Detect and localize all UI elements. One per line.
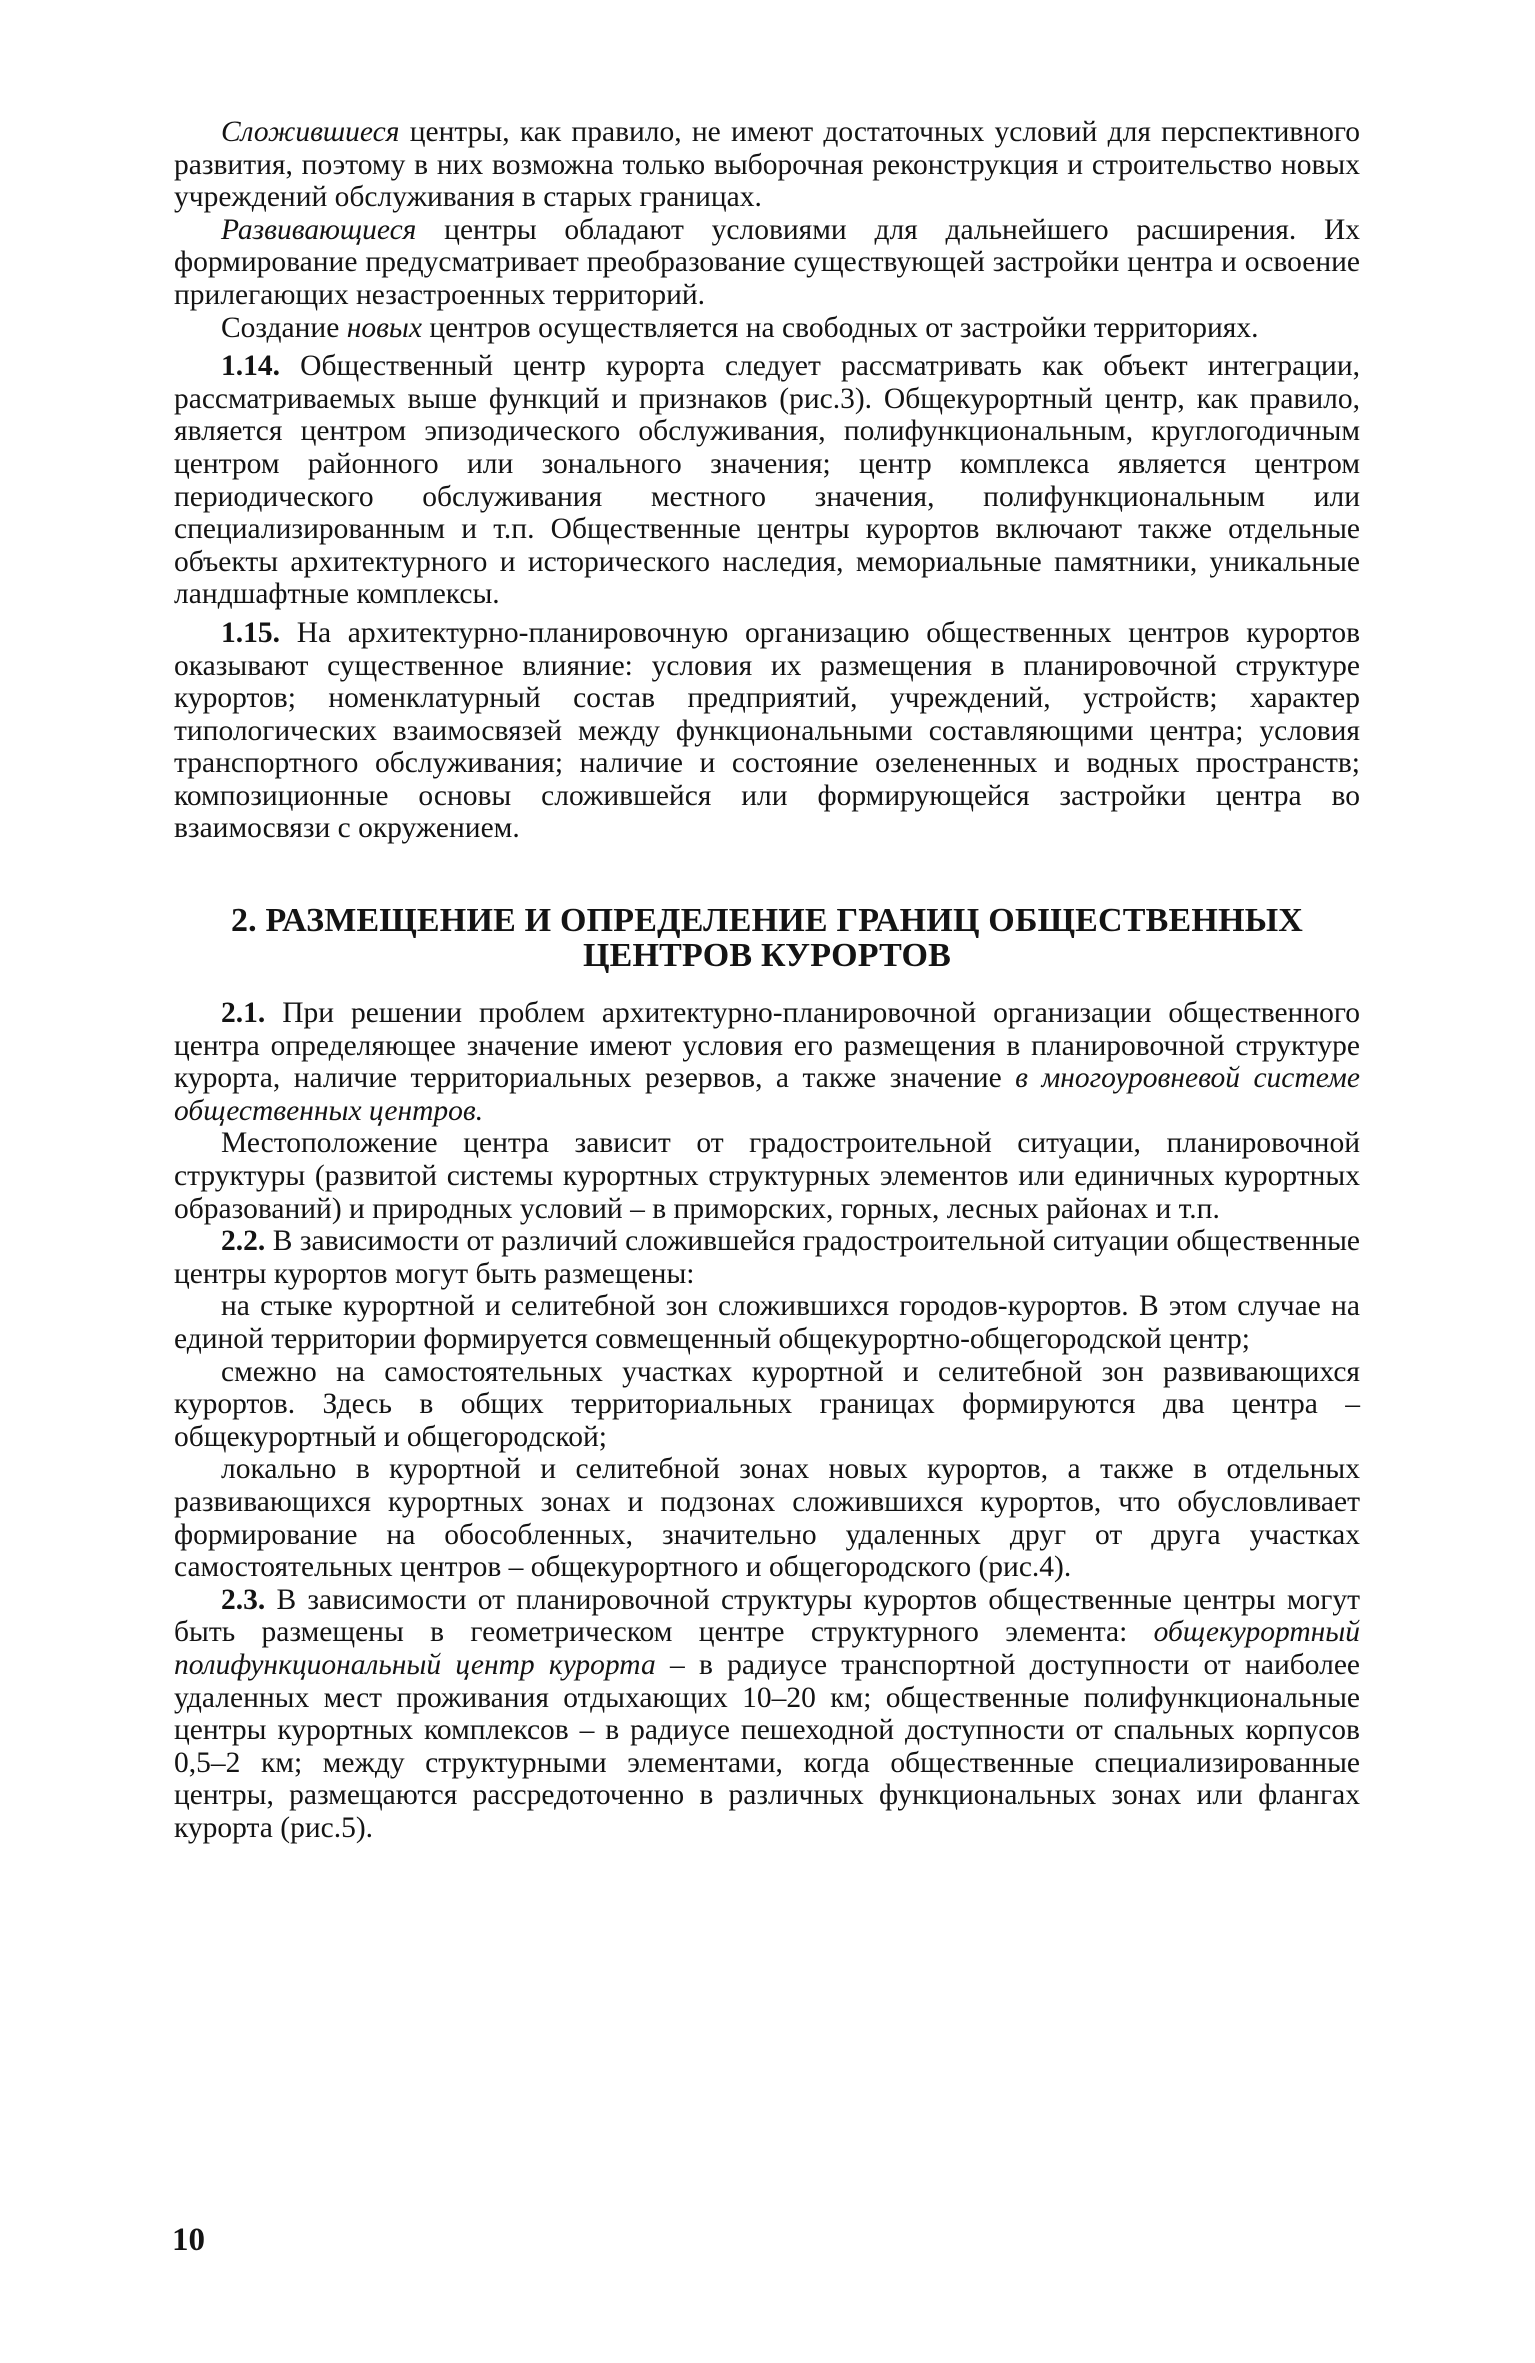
term-developing: Развивающиеся [221,213,417,246]
paragraph-text: Общественный центр курорта следует рассматривать как объект интеграции, рассматриваемых выше функций и признаков (рис.3). Общекурортный центр, как правило, является центром эпизодического обслуживания, полифункциональным, круглогодичным центром районного или зонального значения; центр комплекса является центром периодического обслуживания местного значения, полифункциональным или специализированным и т.п. Общественные центры курортов включают также отдельные объекты архитектурного и исторического наследия, мемориальные памятники, уникальные ландшафтные комплексы. [174,350,1360,611]
paragraph-2-2 [174,1225,1360,1290]
list-item: на стыке курортной и селитебной зон сложившихся городов-курортов. В этом случае на единой территории формируется совмещенный общекурортно-общегородской центр; [174,1290,1360,1355]
paragraph-text: В зависимости от планировочной структуры курортов общественные центры могут быть размещены в геометрическом центре структурного элемента: [174,1583,1360,1649]
paragraph-prefix: Создание [221,311,347,344]
paragraph-2-1 [174,997,1360,1127]
paragraph-text: На архитектурно-планировочную организацию общественных центров курортов оказывают существенное влияние: условия их размещения в планировочной структуре курортов; номенклатурный состав предприятий, учреждений, устройств; характер типологических взаимосвязей между функциональными составляющими центра; условия транспортного обслуживания; наличие и состояние озелененных и водных пространств; композиционные основы сложившейся или формирующейся застройки центра во взаимосвязи с окружением. [174,616,1360,845]
clause-number: 1.14. [221,350,280,383]
paragraph-established-centers [174,116,1360,214]
paragraph-italic: общекурортный полифункциональный центр курорта [174,1616,1360,1681]
section-heading-line-2: ЦЕНТРОВ КУРОРТОВ [582,937,952,975]
paragraph-2-3 [174,1584,1360,1845]
paragraph-italic: в многоуровневой системе общественных центров. [174,1062,1360,1127]
section-heading-line-1: 2. РАЗМЕЩЕНИЕ И ОПРЕДЕЛЕНИЕ ГРАНИЦ ОБЩЕСТВЕННЫХ [230,902,1304,940]
page-number: 10 [172,2222,205,2258]
list-item: смежно на самостоятельных участках курортной и селитебной зон развивающихся курортов. Здесь в общих территориальных границах формируются два центра – общекурортный и общегородской; [174,1355,1360,1453]
list-item: локально в курортной и селитебной зонах новых курортов, а также в отдельных развивающихся курортных зонах и подзонах сложившихся курортов, что обусловливает формирование на обособленных, значительно удаленных друг от друга участках самостоятельных центров – общекурортного и общегородского (рис.4). [174,1453,1360,1584]
paragraph-text: центров осуществляется на свободных от застройки территориях. [421,311,1259,344]
paragraph-1-15 [174,617,1360,845]
paragraph-text: При решении проблем архитектурно-планировочной организации общественного центра определяющее значение имеют условия его размещения в планировочной структуре курорта, наличие территориальных резервов, а также значение [174,997,1360,1095]
paragraph-text: – в радиусе транспортной доступности от наиболее удаленных мест проживания отдыхающих 10–20 км; общественные полифункциональные центры курортных комплексов – в радиусе пешеходной доступности от спальных корпусов 0,5–2 км; между структурными элементами, когда общественные специализированные центры, размещаются рассредоточенно в различных функциональных зонах или флангах курорта (рис.5). [174,1648,1361,1844]
paragraph-1-14 [174,350,1360,611]
clause-number: 2.2. [221,1225,266,1258]
paragraph-text: центры обладают условиями для дальнейшего расширения. Их формирование предусматривает преобразование существующей застройки центра и освоение прилегающих незастроенных территорий. [174,213,1360,311]
clause-number: 2.1. [221,997,266,1030]
section-heading [174,903,1360,973]
term-established: Сложившиеся [221,116,400,148]
term-new: новых [346,311,422,344]
paragraph-text: центры, как правило, не имеют достаточных условий для перспективного развития, поэтому в них возможна только выборочная реконструкция и строительство новых учреждений обслуживания в старых границах. [174,116,1360,214]
paragraph-text: В зависимости от различий сложившейся градостроительной ситуации общественные центры курортов могут быть размещены: [174,1225,1360,1290]
paragraph-location: Местоположение центра зависит от градостроительной ситуации, планировочной структуры (развитой системы курортных структурных элементов или единичных курортных образований) и природных условий – в приморских, горных, лесных районах и т.п. [174,1127,1360,1225]
clause-number: 1.15. [221,616,280,649]
paragraph-developing-centers [174,214,1360,312]
clause-number: 2.3. [221,1583,266,1616]
paragraph-new-centers [174,312,1360,345]
